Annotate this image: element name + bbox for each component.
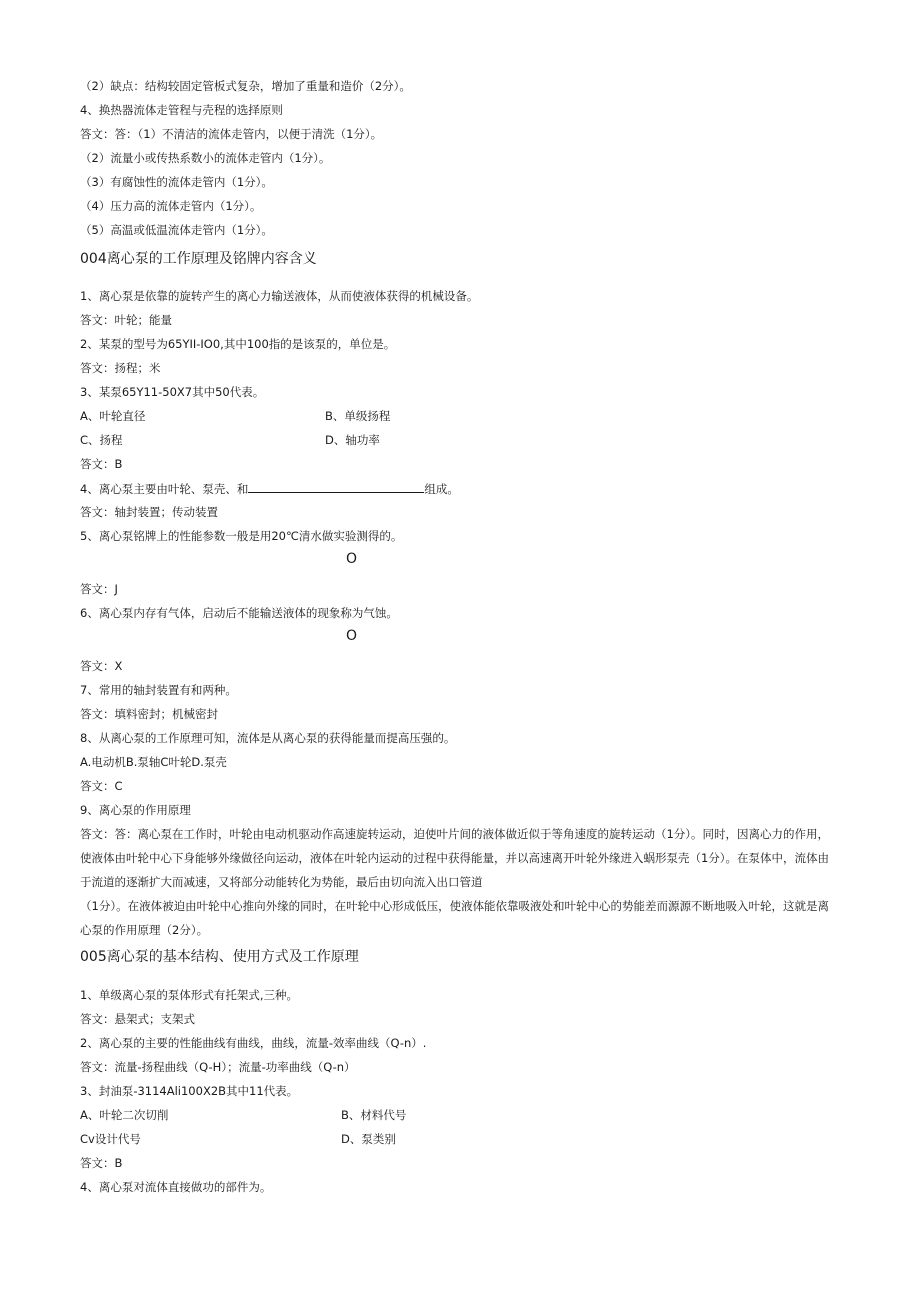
question-text: 4、离心泵对流体直接做功的部件为。	[80, 1180, 272, 1194]
answer-text: 答文：B	[80, 1156, 123, 1170]
answer-text: 答文：B	[80, 457, 123, 471]
section-heading: 005离心泵的基本结构、使用方式及工作原理	[80, 949, 359, 965]
question-text: 5、离心泵铭牌上的性能参数一般是用20℃清水做实验测得的。	[80, 529, 403, 543]
answer-circle: O	[346, 551, 358, 567]
answer-paragraph: （1分）。在液体被迫由叶轮中心推向外缘的同时，在叶轮中心形成低压，使液体能依靠吸液处和叶轮中心的势能差而源源不断地吸入叶轮，这就是离心泵的作用原理（2分）。	[80, 899, 830, 937]
answer-text: 答文：扬程；米	[80, 361, 161, 375]
text-line: （2）流量小或传热系数小的流体走管内（1分）。	[80, 151, 331, 165]
section-heading: 004离心泵的工作原理及铭牌内容含义	[80, 251, 317, 267]
option-a: A、叶轮直径	[80, 409, 146, 423]
options-line: A.电动机B.泵轴C叶轮D.泵壳	[80, 755, 227, 769]
question-text: 2、某泵的型号为65YII-IO0,其中100指的是该泵的，单位是。	[80, 337, 396, 351]
text-line: （4）压力高的流体走管内（1分）。	[80, 199, 262, 213]
answer-text: 答文：流量-扬程曲线（Q-H）；流量-功率曲线（Q-n）	[80, 1060, 356, 1074]
answer-text: 答文：叶轮；能量	[80, 313, 172, 327]
option-d: D、泵类别	[341, 1132, 396, 1146]
answer-circle: O	[346, 628, 358, 644]
text-line: （3）有腐蚀性的流体走管内（1分）。	[80, 175, 273, 189]
answer-paragraph: 答文：答：离心泵在工作时，叶轮由电动机驱动作高速旋转运动，迫使叶片间的液体做近似于等角速度的旋转运动（1分）。同时，因离心力的作用，使液体由叶轮中心下身能够外缘做径向运动，液体在叶轮内运动的过程中获得能量，并以高速离开叶轮外缘进入蜗形泵壳（1分）。在泵体中，流体由于流道的逐渐扩大而减速，又将部分动能转化为势能，最后由切向流入出口管道	[80, 827, 830, 889]
question-text: 2、离心泵的主要的性能曲线有曲线，曲线，流量-效率曲线（Q-n）.	[80, 1036, 427, 1050]
question-part: 组成。	[424, 482, 459, 496]
answer-text: 答文：C	[80, 779, 123, 793]
text-line: （5）高温或低温流体走管内（1分）。	[80, 223, 273, 237]
text-line: （2）缺点：结构较固定管板式复杂，增加了重量和造价（2分）。	[80, 79, 411, 93]
question-part: 4、离心泵主要由叶轮、泵壳、和	[80, 482, 249, 496]
question-text: 1、离心泵是依靠的旋转产生的离心力输送液体，从而使液体获得的机械设备。	[80, 289, 479, 303]
answer-text: 答文：轴封装置；传动装置	[80, 505, 218, 519]
question-text: 3、封油泵-3114Ali100X2B其中11代表。	[80, 1084, 299, 1098]
answer-text: 答文：X	[80, 659, 123, 673]
option-d: D、轴功率	[325, 433, 380, 447]
option-a: A、叶轮二次切削	[80, 1108, 169, 1122]
question-text: 8、从离心泵的工作原理可知，流体是从离心泵的获得能量而提高压强的。	[80, 731, 456, 745]
question-text: 6、离心泵内存有气体，启动后不能输送液体的现象称为气蚀。	[80, 606, 398, 620]
answer-text: 答文：答：（1）不清洁的流体走管内，以便于清洗（1分）。	[80, 127, 383, 141]
question-text: 3、某泵65Y11-50X7其中50代表。	[80, 385, 265, 399]
fill-blank	[248, 480, 424, 493]
question-text: 7、常用的轴封装置有和两种。	[80, 683, 237, 697]
question-text	[80, 480, 459, 497]
option-b: B、单级扬程	[325, 409, 391, 423]
answer-text: 答文：悬架式；支架式	[80, 1012, 195, 1026]
question-text: 1、单级离心泵的泵体形式有托架式,三种。	[80, 988, 298, 1002]
answer-text: 答文：填料密封；机械密封	[80, 707, 218, 721]
option-c: C、扬程	[80, 433, 123, 447]
answer-text: 答文：J	[80, 582, 118, 596]
question-text: 9、离心泵的作用原理	[80, 803, 191, 817]
option-b: B、材料代号	[341, 1108, 407, 1122]
option-c: Cv设计代号	[80, 1132, 141, 1146]
question-text: 4、换热器流体走管程与壳程的选择原则	[80, 103, 283, 117]
